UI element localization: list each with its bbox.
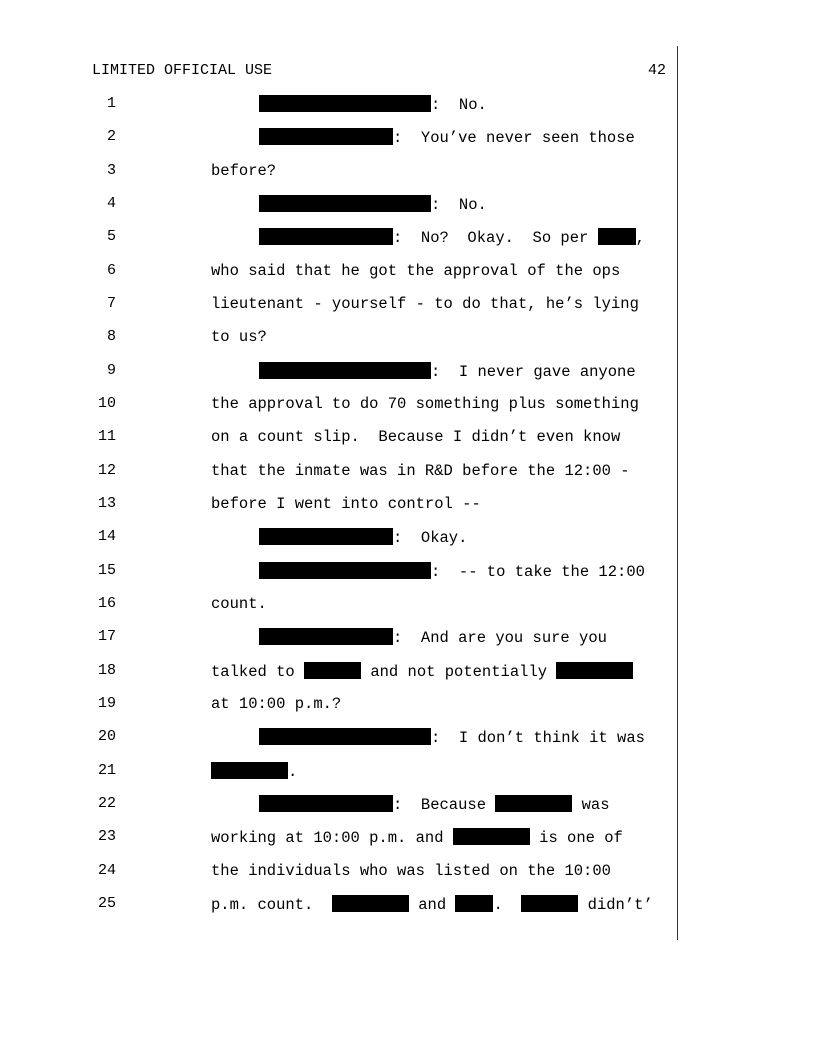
transcript-line: who said that he got the approval of the ops bbox=[211, 262, 621, 280]
line-number: 11 bbox=[97, 428, 116, 445]
transcript-line: : Okay. bbox=[259, 528, 467, 547]
redaction-box bbox=[556, 662, 633, 679]
redaction-box bbox=[495, 795, 572, 812]
line-number: 7 bbox=[106, 295, 116, 312]
redaction-box bbox=[259, 95, 431, 112]
transcript-line: count. bbox=[211, 595, 267, 613]
redaction-box bbox=[259, 628, 393, 645]
line-number: 12 bbox=[97, 462, 116, 479]
transcript-line: : No. bbox=[259, 95, 487, 114]
line-number: 10 bbox=[97, 395, 116, 412]
line-number: 23 bbox=[97, 828, 116, 845]
redaction-box bbox=[259, 362, 431, 379]
line-number: 9 bbox=[106, 362, 116, 379]
transcript-line: talked to and not potentially bbox=[211, 662, 633, 681]
redaction-box bbox=[259, 528, 393, 545]
redaction-box bbox=[455, 895, 493, 912]
line-number: 6 bbox=[106, 262, 116, 279]
transcript-line: : No? Okay. So per , bbox=[259, 228, 645, 247]
transcript-line: . bbox=[211, 762, 297, 781]
redaction-box bbox=[259, 795, 393, 812]
header-classification: LIMITED OFFICIAL USE bbox=[92, 62, 273, 79]
transcript-line: : And are you sure you bbox=[259, 628, 607, 647]
transcript-line: : Because was bbox=[259, 795, 610, 814]
page-number: 42 bbox=[647, 62, 666, 79]
line-number: 14 bbox=[97, 528, 116, 545]
redaction-box bbox=[259, 562, 431, 579]
line-number: 15 bbox=[97, 562, 116, 579]
transcript-line: lieutenant - yourself - to do that, he’s lying bbox=[211, 295, 639, 313]
line-number: 3 bbox=[106, 162, 116, 179]
line-number: 5 bbox=[106, 228, 116, 245]
transcript-line: before? bbox=[211, 162, 277, 180]
transcript-line: that the inmate was in R&D before the 12:00 - bbox=[211, 462, 630, 480]
line-number: 19 bbox=[97, 695, 116, 712]
redaction-box bbox=[521, 895, 578, 912]
transcript-line: : -- to take the 12:00 bbox=[259, 562, 645, 581]
right-margin-line bbox=[677, 46, 678, 940]
redaction-box bbox=[259, 728, 431, 745]
line-number: 22 bbox=[97, 795, 116, 812]
line-number: 4 bbox=[106, 195, 116, 212]
line-number: 1 bbox=[106, 95, 116, 112]
line-number: 20 bbox=[97, 728, 116, 745]
line-number: 16 bbox=[97, 595, 116, 612]
line-number: 25 bbox=[97, 895, 116, 912]
transcript-line: working at 10:00 p.m. and is one of bbox=[211, 829, 623, 847]
redaction-box bbox=[304, 662, 361, 679]
transcript-line: before I went into control -- bbox=[211, 495, 481, 513]
line-number: 17 bbox=[97, 628, 116, 645]
redaction-box bbox=[453, 828, 530, 845]
transcript-line: the approval to do 70 something plus something bbox=[211, 395, 639, 413]
line-number: 18 bbox=[97, 662, 116, 679]
transcript-line: : You’ve never seen those bbox=[259, 128, 635, 147]
redaction-box bbox=[259, 195, 431, 212]
transcript-line: to us? bbox=[211, 328, 267, 346]
transcript-line: : I don’t think it was bbox=[259, 728, 645, 747]
line-number: 13 bbox=[97, 495, 116, 512]
redaction-box bbox=[259, 228, 393, 245]
line-number: 2 bbox=[106, 128, 116, 145]
redaction-box bbox=[598, 228, 636, 245]
line-number: 21 bbox=[97, 762, 116, 779]
redaction-box bbox=[332, 895, 409, 912]
transcript-line: the individuals who was listed on the 10:00 bbox=[211, 862, 611, 880]
redaction-box bbox=[259, 128, 393, 145]
transcript-line: p.m. count. and . didn’t’ bbox=[211, 896, 653, 914]
transcript-line: : I never gave anyone bbox=[259, 362, 636, 381]
line-number: 24 bbox=[97, 862, 116, 879]
transcript-line: on a count slip. Because I didn’t even know bbox=[211, 428, 621, 446]
redaction-box bbox=[211, 762, 288, 779]
transcript-line: at 10:00 p.m.? bbox=[211, 695, 342, 713]
line-number: 8 bbox=[106, 328, 116, 345]
transcript-line: : No. bbox=[259, 195, 487, 214]
